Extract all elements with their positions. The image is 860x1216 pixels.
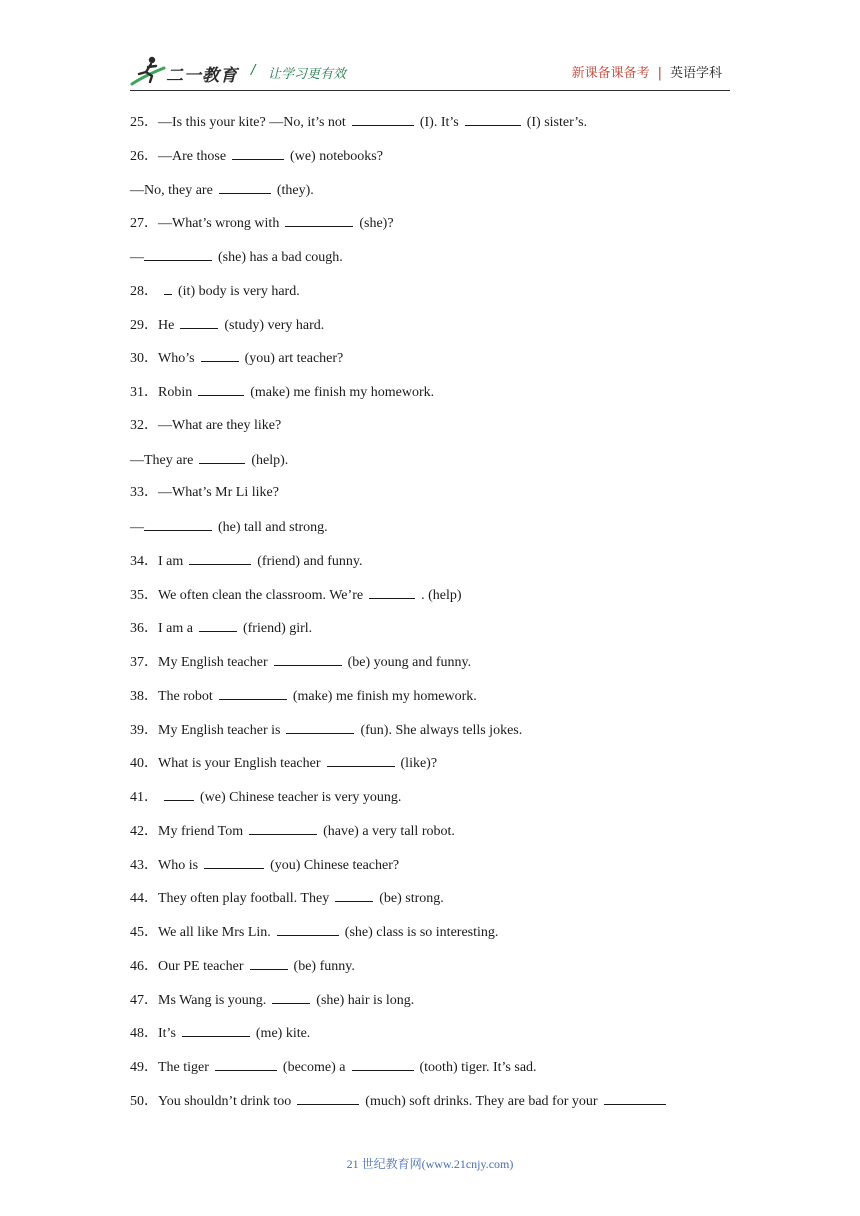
question-text: (be) funny. (293, 958, 355, 974)
answer-blank (232, 146, 284, 160)
question-text: 36．I am a (130, 621, 193, 637)
question-line (130, 517, 730, 551)
answer-blank (286, 720, 354, 734)
question-line (130, 450, 730, 484)
question-line (130, 1023, 730, 1057)
question-line (130, 281, 730, 315)
question-line (130, 112, 730, 146)
question-line (130, 483, 730, 517)
question-line (130, 585, 730, 619)
answer-blank (297, 1091, 359, 1105)
question-line (130, 382, 730, 416)
question-text: (he) tall and strong. (218, 520, 328, 535)
question-line (130, 146, 730, 180)
question-line (130, 990, 730, 1024)
answer-blank (164, 281, 172, 295)
answer-blank (250, 956, 288, 970)
question-text: (study) very hard. (224, 317, 325, 333)
question-line (130, 551, 730, 585)
answer-blank (204, 855, 264, 869)
question-text: (she)? (359, 216, 394, 232)
question-text: —They are (130, 452, 194, 468)
question-line (130, 821, 730, 855)
question-line (130, 213, 730, 247)
question-text: —No, they are (130, 182, 213, 198)
question-text: 41． (130, 790, 158, 805)
answer-blank (272, 990, 310, 1004)
question-text: (she) has a bad cough. (218, 250, 343, 265)
question-line (130, 922, 730, 956)
question-line (130, 855, 730, 889)
question-text: 42．My friend Tom (130, 823, 244, 839)
question-text: (make) me finish my homework. (250, 385, 435, 400)
question-line (130, 956, 730, 990)
question-text: 30．Who’s (130, 351, 195, 367)
header-course-label: 新课备课备考 (571, 66, 650, 81)
question-text: . (help) (421, 587, 462, 603)
answer-blank (189, 551, 251, 565)
answer-blank (604, 1091, 666, 1105)
answer-blank (201, 348, 239, 362)
question-text: 38．The robot (130, 688, 213, 704)
logo-text: 二一教育 (166, 66, 238, 86)
answer-blank (144, 517, 212, 531)
question-text: 40．What is your English teacher (130, 756, 321, 772)
question-text: — (130, 520, 144, 535)
question-text: (you) art teacher? (244, 351, 344, 367)
question-text: (tooth) tiger. It’s sad. (419, 1060, 537, 1075)
answer-blank (335, 888, 373, 902)
slogan-separator: / (251, 63, 256, 78)
question-text: (be) young and funny. (347, 655, 472, 670)
answer-blank (352, 1057, 414, 1071)
question-text: (be) strong. (379, 891, 444, 907)
question-text: 28． (130, 283, 158, 299)
answer-blank (465, 112, 521, 126)
question-text: 25．—Is this your kite? —No, it’s not (130, 115, 346, 130)
question-text: 39．My English teacher is (130, 722, 281, 738)
question-line (130, 1091, 730, 1125)
question-line (130, 247, 730, 281)
question-text: (friend) girl. (242, 621, 313, 637)
question-text: 37．My English teacher (130, 655, 268, 670)
answer-blank (369, 585, 415, 599)
question-text: 50．You shouldn’t drink too (130, 1093, 292, 1109)
answer-blank (219, 180, 271, 194)
question-text: 45．We all like Mrs Lin. (130, 925, 271, 940)
question-text: 26．—Are those (130, 148, 227, 164)
question-text: (friend) and funny. (257, 553, 363, 569)
answer-blank (277, 922, 339, 936)
question-list (130, 112, 730, 1125)
question-text: (become) a (282, 1060, 346, 1075)
question-text: (I). It’s (419, 115, 459, 130)
question-text: (have) a very tall robot. (323, 823, 455, 839)
question-text: 49．The tiger (130, 1060, 209, 1075)
answer-blank (274, 652, 342, 666)
answer-blank (249, 821, 317, 835)
question-text: (she) class is so interesting. (344, 925, 499, 940)
question-text: 46．Our PE teacher (130, 958, 244, 974)
question-text: (make) me finish my homework. (292, 688, 477, 704)
question-line (130, 686, 730, 720)
question-line (130, 180, 730, 214)
question-line (130, 348, 730, 382)
answer-blank (144, 247, 212, 261)
answer-blank (219, 686, 287, 700)
question-text: (much) soft drinks. They are bad for your (365, 1093, 598, 1109)
question-line (130, 652, 730, 686)
answer-blank (182, 1023, 250, 1037)
question-text: (fun). She always tells jokes. (360, 722, 523, 738)
answer-blank (215, 1057, 277, 1071)
answer-blank (285, 213, 353, 227)
question-text: 34．I am (130, 553, 184, 569)
question-text: (they). (276, 182, 314, 198)
question-line (130, 720, 730, 754)
answer-blank (198, 382, 244, 396)
question-line (130, 753, 730, 787)
question-text: 48．It’s (130, 1026, 176, 1042)
question-text: 31．Robin (130, 385, 193, 400)
page-header (130, 54, 730, 90)
question-text: (help). (251, 452, 289, 468)
question-text: (it) body is very hard. (178, 283, 300, 299)
header-divider (130, 90, 730, 91)
question-text: (me) kite. (255, 1026, 311, 1042)
question-text: 32．—What are they like? (130, 417, 282, 433)
question-text: — (130, 250, 144, 265)
answer-blank (164, 787, 194, 801)
header-subject: 英语学科 (669, 66, 722, 81)
page-footer: 21 世纪教育网(www.21cnjy.com) (346, 1157, 514, 1171)
question-text: (like)? (400, 756, 438, 772)
question-line (130, 1057, 730, 1091)
question-text: 27．—What’s wrong with (130, 216, 280, 232)
question-text: (I) sister’s. (526, 115, 588, 130)
answer-blank (199, 618, 237, 632)
question-text: (we) Chinese teacher is very young. (200, 790, 402, 805)
question-text: (we) notebooks? (290, 148, 383, 164)
header-right (572, 62, 722, 81)
question-line (130, 888, 730, 922)
slogan: 让学习更有效 (268, 67, 347, 82)
runner-logo-icon (130, 54, 166, 90)
question-text: 35．We often clean the classroom. We’re (130, 587, 364, 603)
question-text: 47．Ms Wang is young. (130, 992, 267, 1008)
answer-blank (180, 315, 218, 329)
question-line (130, 416, 730, 450)
question-text: (you) Chinese teacher? (270, 857, 400, 873)
question-text: (she) hair is long. (316, 992, 415, 1008)
question-text: 29．He (130, 317, 175, 333)
answer-blank (327, 753, 395, 767)
question-line (130, 315, 730, 349)
question-text: 33．—What’s Mr Li like? (130, 485, 279, 501)
question-text: 44．They often play football. They (130, 891, 330, 907)
question-text: 43．Who is (130, 857, 199, 873)
answer-blank (199, 450, 245, 464)
answer-blank (352, 112, 414, 126)
header-separator: | (657, 66, 662, 81)
logo (130, 54, 242, 90)
question-line (130, 787, 730, 821)
question-line (130, 618, 730, 652)
